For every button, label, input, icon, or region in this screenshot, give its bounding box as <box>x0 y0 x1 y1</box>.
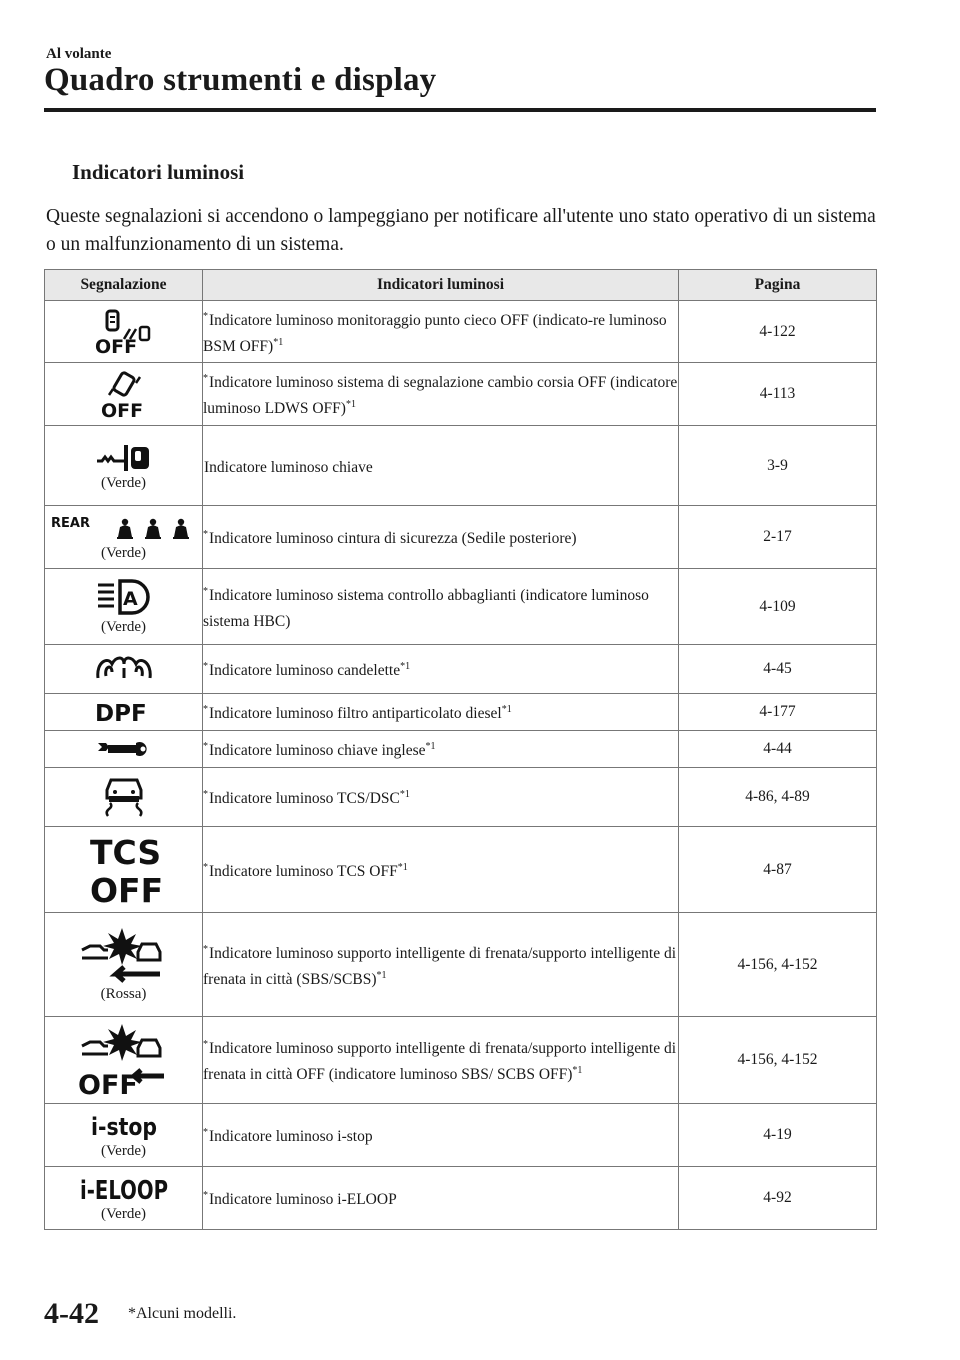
asterisk: * <box>203 861 208 873</box>
footnote-mark: *1 <box>399 789 410 800</box>
svg-text:TCS: TCS <box>89 832 161 872</box>
icon-cell <box>45 363 203 426</box>
glow-plug-icon <box>45 656 202 682</box>
column-header: Indicatori luminosi <box>203 270 679 301</box>
description: Indicatore luminoso monitoraggio punto cieco OFF (indicato-re luminoso BSM OFF) <box>203 311 667 355</box>
description: Indicatore luminoso i-stop <box>209 1128 373 1145</box>
asterisk: * <box>203 1039 208 1050</box>
asterisk: * <box>203 661 208 672</box>
description-cell <box>203 301 679 363</box>
color-note: (Verde) <box>101 1142 146 1159</box>
intro-paragraph: Queste segnalazioni si accendono o lampeggiano per notificare all'utente uno stato operativo di un sistema o un malfunzionamento di un sistema. <box>46 206 876 255</box>
tcs-dsc-icon <box>45 776 202 818</box>
page-ref: 2-17 <box>679 506 877 569</box>
footnote-mark: *1 <box>572 1065 583 1076</box>
table-row <box>45 506 877 569</box>
description-cell <box>203 1167 679 1230</box>
page-title: Quadro strumenti e display <box>44 62 437 98</box>
page-ref: 4-19 <box>679 1104 877 1167</box>
description: Indicatore luminoso supporto intelligente di frenata/supporto intelligente di frenata in città OFF (indicatore luminoso SBS/ SCBS OFF) <box>203 1040 677 1083</box>
svg-text:DPF: DPF <box>94 701 147 727</box>
footnote-mark: *1 <box>400 661 411 672</box>
table-row <box>45 913 877 1017</box>
icon-cell <box>45 506 203 569</box>
footnote-mark: *1 <box>273 336 284 348</box>
description-cell <box>203 694 679 731</box>
description: Indicatore luminoso cintura di sicurezza (Sedile posteriore) <box>209 530 577 547</box>
footnote-mark: *1 <box>501 704 512 715</box>
table-row <box>45 569 877 645</box>
asterisk: * <box>203 1190 208 1201</box>
svg-text:OFF: OFF <box>94 335 137 358</box>
icon-cell <box>45 731 203 768</box>
description-cell <box>203 363 679 426</box>
ldws-off-icon <box>45 369 202 422</box>
footnote: *Alcuni modelli. <box>128 1305 237 1322</box>
table-row <box>45 363 877 426</box>
page-ref: 4-156, 4-152 <box>679 1017 877 1104</box>
page-ref: 4-86, 4-89 <box>679 768 877 827</box>
page-ref: 4-44 <box>679 731 877 768</box>
icon-cell <box>45 768 203 827</box>
asterisk: * <box>203 585 208 597</box>
icon-cell <box>45 1167 203 1230</box>
key-icon <box>45 439 202 473</box>
description-cell <box>203 506 679 569</box>
svg-text:REAR: REAR <box>50 515 90 531</box>
table-header-row <box>45 270 877 301</box>
description-cell <box>203 645 679 694</box>
section-label: Al volante <box>46 46 112 62</box>
icon-cell <box>45 827 203 913</box>
svg-text:OFF: OFF <box>77 1070 138 1101</box>
description-cell <box>203 731 679 768</box>
asterisk: * <box>203 943 208 955</box>
i-eloop-icon <box>45 1174 202 1204</box>
asterisk: * <box>203 741 208 752</box>
table-row <box>45 768 877 827</box>
table-row <box>45 1167 877 1230</box>
asterisk: * <box>203 704 208 715</box>
table-row <box>45 301 877 363</box>
asterisk: * <box>203 310 208 322</box>
icon-cell <box>45 1104 203 1167</box>
color-note: (Verde) <box>101 475 146 491</box>
page-ref: 4-92 <box>679 1167 877 1230</box>
footnote-mark: *1 <box>425 741 436 752</box>
page-ref: 4-87 <box>679 827 877 913</box>
icon-cell <box>45 913 203 1017</box>
table-row <box>45 645 877 694</box>
description-cell <box>203 768 679 827</box>
table-row <box>45 827 877 913</box>
table-row <box>45 731 877 768</box>
table-row <box>45 1104 877 1167</box>
icon-cell <box>45 645 203 694</box>
sbs-icon <box>45 926 202 984</box>
svg-text:i-stop: i-stop <box>90 1112 157 1141</box>
icon-cell <box>45 694 203 731</box>
i-stop-icon <box>45 1111 202 1141</box>
description: Indicatore luminoso chiave inglese <box>209 742 426 759</box>
icon-cell <box>45 426 203 506</box>
svg-text:A: A <box>122 588 138 610</box>
icon-cell <box>45 569 203 645</box>
column-header: Pagina <box>679 270 877 301</box>
table-row <box>45 426 877 506</box>
description-cell <box>203 1017 679 1104</box>
title-rule <box>44 108 876 112</box>
icon-cell <box>45 301 203 363</box>
page-ref: 4-177 <box>679 694 877 731</box>
description: Indicatore luminoso sistema controllo abbaglianti (indicatore luminoso sistema HBC) <box>203 586 649 630</box>
description: Indicatore luminoso candelette <box>209 662 401 679</box>
page-ref: 4-113 <box>679 363 877 426</box>
page-ref: 4-122 <box>679 301 877 363</box>
color-note: (Verde) <box>101 619 146 635</box>
description: Indicatore luminoso TCS OFF <box>209 862 398 880</box>
icon-cell <box>45 1017 203 1104</box>
color-note: (Rossa) <box>100 986 147 1002</box>
page-number: 4-42 <box>44 1297 99 1330</box>
description-cell <box>203 1104 679 1167</box>
asterisk: * <box>203 529 208 540</box>
footnote-mark: *1 <box>376 969 387 981</box>
svg-text:i-ELOOP: i-ELOOP <box>79 1175 168 1206</box>
sub-heading: Indicatori luminosi <box>72 160 245 184</box>
tcs-off-icon <box>45 832 202 908</box>
description: Indicatore luminoso TCS/DSC <box>209 790 400 807</box>
table-row <box>45 694 877 731</box>
color-note: (Verde) <box>101 1205 146 1222</box>
hbc-icon <box>45 577 202 617</box>
description-cell <box>203 827 679 913</box>
page-ref: 4-156, 4-152 <box>679 913 877 1017</box>
dpf-icon <box>45 699 202 725</box>
description-cell <box>203 426 679 506</box>
svg-text:OFF: OFF <box>100 400 143 422</box>
page-ref: 3-9 <box>679 426 877 506</box>
svg-text:OFF: OFF <box>89 870 163 910</box>
bsm-off-icon <box>45 309 202 358</box>
description: Indicatore luminoso supporto intelligente di frenata/supporto intelligente di frenata in città (SBS/SCBS) <box>203 944 677 988</box>
asterisk: * <box>203 789 208 800</box>
page-ref: 4-109 <box>679 569 877 645</box>
description-cell <box>203 569 679 645</box>
sbs-off-icon <box>45 1022 202 1101</box>
asterisk: * <box>203 373 208 384</box>
description: Indicatore luminoso sistema di segnalazione cambio corsia OFF (indicatore luminoso LDWS OFF) <box>203 374 678 417</box>
rear-seatbelt-icon <box>45 513 202 543</box>
footnote-mark: *1 <box>397 861 408 873</box>
column-header: Segnalazione <box>45 270 203 301</box>
wrench-icon <box>45 739 202 759</box>
indicator-table <box>44 269 877 1230</box>
color-note: (Verde) <box>101 544 146 561</box>
footnote-mark: *1 <box>345 399 356 410</box>
page-ref: 4-45 <box>679 645 877 694</box>
description: Indicatore luminoso filtro antiparticolato diesel <box>209 705 502 722</box>
description: Indicatore luminoso i-ELOOP <box>209 1191 397 1208</box>
description: Indicatore luminoso chiave <box>204 458 373 476</box>
table-row <box>45 1017 877 1104</box>
description-cell <box>203 913 679 1017</box>
asterisk: * <box>203 1127 208 1138</box>
